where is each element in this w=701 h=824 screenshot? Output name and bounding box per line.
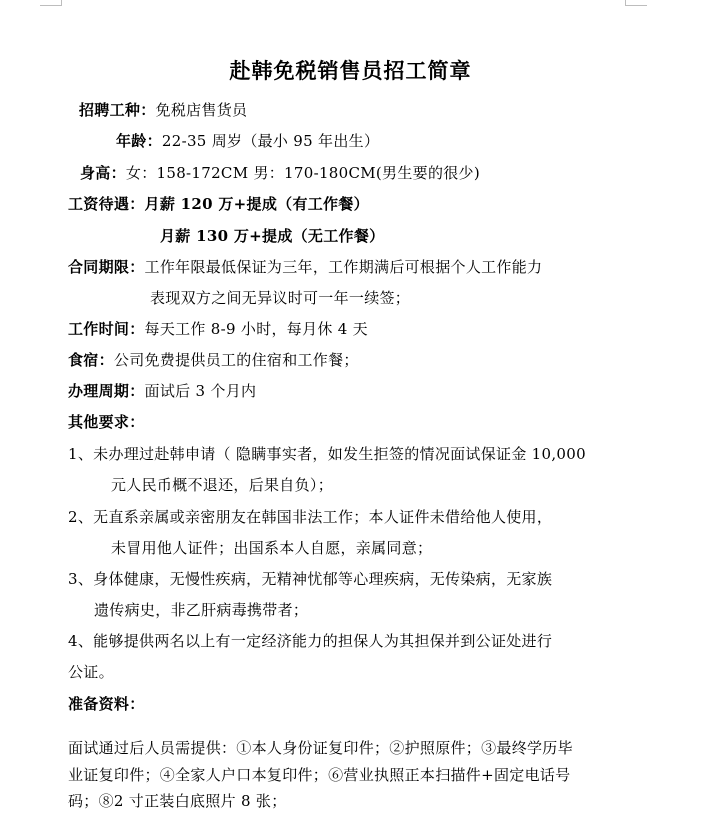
- recruit-type-value: 免税店售货员: [155, 101, 248, 119]
- lodging-label: 食宿：: [68, 351, 114, 369]
- age-label: 年龄：: [116, 132, 162, 150]
- contract-line-2: [150, 287, 410, 309]
- processing-line: [68, 380, 256, 402]
- lodging-value: 公司免费提供员工的住宿和工作餐；: [113, 351, 359, 369]
- salary-line-2: [160, 225, 384, 247]
- requirement-1-line-2: 元人民币概不退还，后果自负）；: [111, 476, 334, 494]
- salary-value-2: 月薪 130 万+提成（无工作餐）: [160, 227, 385, 245]
- work-time-label: 工作时间：: [68, 320, 145, 338]
- salary-value-1: 月薪 120 万+提成（有工作餐）: [144, 195, 369, 213]
- processing-value: 面试后 3 个月内: [144, 382, 257, 400]
- height-label: 身高：: [80, 164, 126, 182]
- other-requirements-heading: 其他要求：: [68, 413, 145, 431]
- page-corner-mark-left: [40, 0, 62, 6]
- salary-label: 工资待遇：: [68, 195, 145, 213]
- work-time-line: [68, 318, 368, 340]
- requirement-2-line-1: 2、无直系亲属或亲密朋友在韩国非法工作；本人证件未借给他人使用，: [68, 508, 553, 526]
- preparation-line-1: 面试通过后人员需提供：①本人身份证复印件；②护照原件；③最终学历毕: [68, 739, 573, 757]
- preparation-line-2: 业证复印件；④全家人户口本复印件；⑥营业执照正本扫描件+固定电话号: [68, 766, 571, 784]
- age-line: [116, 130, 379, 152]
- height-line: [80, 162, 480, 184]
- contract-label: 合同期限：: [68, 258, 145, 276]
- requirement-1-line-1: 1、未办理过赴韩申请（ 隐瞒事实者，如发生拒签的情况面试保证金 10,000: [68, 445, 586, 463]
- contract-value-1: 工作年限最低保证为三年，工作期满后可根据个人工作能力: [144, 258, 543, 276]
- age-value: 22-35 周岁（最小 95 年出生）: [161, 132, 380, 150]
- requirement-4-line-2: 公证。: [68, 663, 114, 681]
- preparation-line-3: 码；⑧2 寸正装白底照片 8 张；: [68, 792, 287, 810]
- contract-value-2: 表现双方之间无异议时可一年一续签；: [150, 289, 411, 307]
- requirement-4-line-1: 4、能够提供两名以上有一定经济能力的担保人为其担保并到公证处进行: [68, 632, 553, 650]
- page-corner-mark-right: [625, 0, 647, 6]
- document-title: 赴韩免税销售员招工简章: [229, 58, 472, 83]
- recruit-type-line: [79, 99, 247, 121]
- requirement-3-line-1: 3、身体健康，无慢性疾病，无精神忧郁等心理疾病，无传染病，无家族: [68, 570, 553, 588]
- work-time-value: 每天工作 8-9 小时，每月休 4 天: [144, 320, 368, 338]
- lodging-line: [68, 349, 359, 371]
- requirement-3-line-2: 遗传病史，非乙肝病毒携带者；: [94, 601, 309, 619]
- contract-line-1: [68, 256, 542, 278]
- recruit-type-label: 招聘工种：: [79, 101, 156, 119]
- requirement-2-line-2: 未冒用他人证件；出国系本人自愿，亲属同意；: [111, 539, 433, 557]
- height-value: 女：158-172CM 男：170-180CM(男生要的很少): [125, 164, 481, 182]
- salary-line-1: [68, 193, 369, 215]
- preparation-heading: 准备资料：: [68, 695, 145, 713]
- processing-label: 办理周期：: [68, 382, 145, 400]
